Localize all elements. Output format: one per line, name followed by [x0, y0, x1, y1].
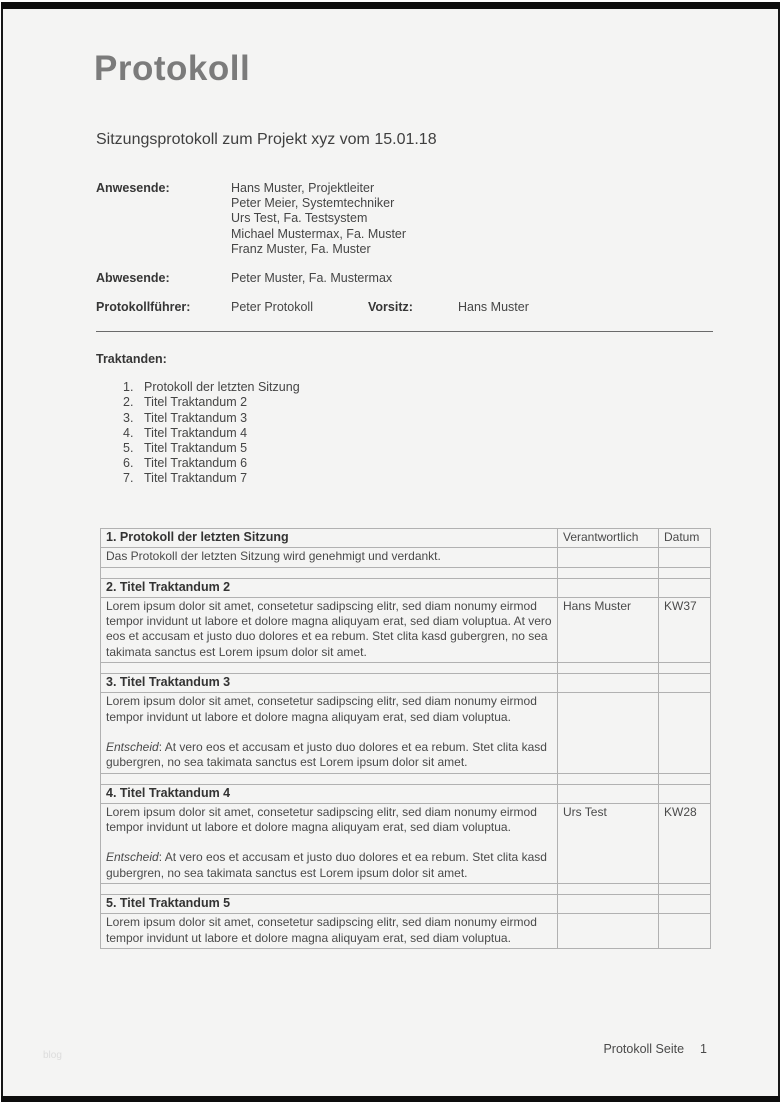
- traktanden-item: [96, 411, 713, 426]
- traktanden-item-number: 4.: [123, 425, 134, 440]
- abwesende-label: Abwesende:: [96, 271, 170, 286]
- spacer-cell: [101, 663, 558, 674]
- table-section-row: [101, 784, 711, 803]
- table-body-row: [101, 914, 711, 949]
- traktanden-item-number: 3.: [123, 410, 134, 425]
- traktanden-item-title: Titel Traktandum 6: [144, 456, 248, 471]
- section-title-cell: 3. Titel Traktandum 3: [101, 674, 558, 693]
- footer-label: Protokoll Seite: [603, 1042, 685, 1056]
- traktanden-item: [96, 380, 713, 395]
- content-paragraph: Entscheid: At vero eos et accusam et justo duo dolores et ea rebum. Stet clita kasd gubergren, no sea takimata sanctus est Lorem ipsum dolor sit amet.: [106, 739, 547, 770]
- spacer-cell: [558, 663, 659, 674]
- content-paragraph: Entscheid: At vero eos et accusam et justo duo dolores et ea rebum. Stet clita kasd gubergren, no sea takimata sanctus est Lorem ipsum dolor sit amet.: [106, 850, 547, 880]
- spacer-cell: [101, 884, 558, 895]
- attendee-line: Urs Test, Fa. Testsystem: [231, 211, 368, 226]
- date-column-header: Datum: [659, 529, 711, 548]
- responsible-cell: [558, 674, 659, 693]
- table-spacer-row: [101, 884, 711, 895]
- content-paragraph: Lorem ipsum dolor sit amet, consetetur sadipscing elitr, sed diam nonumy eirmod tempor invidunt ut labore et dolore magna aliquyam erat, sed diam voluptua.: [106, 694, 537, 724]
- content-paragraph: Lorem ipsum dolor sit amet, consetetur sadipscing elitr, sed diam nonumy eirmod tempor invidunt ut labore et dolore magna aliquyam erat, sed diam voluptua. At vero eos et accusam et justo duo dolores et ea rebum. Stet clita kasd gubergren, no sea takimata sanctus est Lorem ipsum dolor sit amet.: [106, 598, 552, 659]
- traktanden-item-number: 2.: [123, 395, 134, 410]
- date-cell: [659, 548, 711, 567]
- responsible-column-header: Verantwortlich: [558, 529, 659, 548]
- bottom-frame-bar: [1, 1096, 780, 1102]
- attendee-line: Franz Muster, Fa. Muster: [231, 241, 371, 256]
- top-frame-bar: [1, 2, 780, 9]
- spacer-cell: [659, 884, 711, 895]
- responsible-cell: [558, 784, 659, 803]
- abwesende-row: [96, 271, 713, 286]
- protokollfuehrer-row: [96, 300, 713, 315]
- anwesende-label: Anwesende:: [96, 181, 170, 195]
- spacer-cell: [101, 567, 558, 578]
- entscheid-label: Entscheid: [106, 739, 159, 754]
- traktanden-section: [96, 352, 713, 487]
- document-page: [1, 9, 780, 1096]
- section-title-cell: 5. Titel Traktandum 5: [101, 895, 558, 914]
- table-body-row: [101, 597, 711, 662]
- protocol-table: [100, 528, 711, 949]
- page-footer: [603, 1042, 707, 1056]
- spacer-cell: [101, 773, 558, 784]
- traktanden-list: [96, 380, 713, 486]
- date-cell: [659, 674, 711, 693]
- responsible-cell: [558, 548, 659, 567]
- table-section-row: [101, 674, 711, 693]
- abwesende-list: [231, 271, 392, 286]
- table-spacer-row: [101, 773, 711, 784]
- spacer-cell: [558, 567, 659, 578]
- document-subtitle: Sitzungsprotokoll zum Projekt xyz vom 15.01.18: [96, 131, 437, 148]
- anwesende-list: [231, 181, 406, 257]
- traktanden-item-number: 5.: [123, 441, 134, 456]
- vorsitz-label: Vorsitz:: [368, 300, 413, 315]
- date-cell: [659, 914, 711, 949]
- responsible-cell: [558, 693, 659, 773]
- table-spacer-row: [101, 567, 711, 578]
- table-body-row: [101, 803, 711, 883]
- responsible-cell: [558, 895, 659, 914]
- content-cell: [101, 693, 558, 773]
- responsible-cell: Urs Test: [558, 803, 659, 883]
- traktanden-item-number: 6.: [123, 456, 134, 471]
- traktanden-item: [96, 426, 713, 441]
- table-header-row: [101, 529, 711, 548]
- date-cell: [659, 578, 711, 597]
- section-title-cell: 4. Titel Traktandum 4: [101, 784, 558, 803]
- traktanden-item-title: Titel Traktandum 3: [144, 410, 248, 425]
- responsible-cell: Hans Muster: [558, 597, 659, 662]
- spacer-cell: [659, 567, 711, 578]
- responsible-cell: [558, 578, 659, 597]
- entscheid-label: Entscheid: [106, 850, 159, 865]
- spacer-cell: [659, 663, 711, 674]
- responsible-cell: [558, 914, 659, 949]
- page-title: Protokoll: [94, 49, 251, 88]
- absentee-line: Peter Muster, Fa. Mustermax: [231, 271, 393, 286]
- traktanden-item: [96, 471, 713, 486]
- watermark-text: blog: [43, 1050, 62, 1061]
- traktanden-item-number: 1.: [123, 380, 134, 395]
- anwesende-row: [96, 181, 713, 257]
- traktanden-item: [96, 441, 713, 456]
- content-cell: [101, 548, 558, 567]
- horizontal-divider: [96, 331, 713, 332]
- content-cell: [101, 803, 558, 883]
- traktanden-item: [96, 395, 713, 410]
- spacer-cell: [558, 773, 659, 784]
- section-title-cell: 1. Protokoll der letzten Sitzung: [101, 529, 558, 548]
- spacer-cell: [659, 773, 711, 784]
- date-cell: [659, 895, 711, 914]
- traktanden-item-title: Titel Traktandum 5: [144, 441, 248, 456]
- protokollfuehrer-label: Protokollführer:: [96, 300, 191, 315]
- date-cell: [659, 784, 711, 803]
- table-body-row: [101, 548, 711, 567]
- date-cell: KW28: [659, 803, 711, 883]
- attendee-line: Peter Meier, Systemtechniker: [231, 196, 395, 211]
- content-paragraph: Das Protokoll der letzten Sitzung wird genehmigt und verdankt.: [106, 549, 441, 564]
- date-cell: KW37: [659, 597, 711, 662]
- traktanden-item-title: Titel Traktandum 7: [144, 471, 248, 486]
- table-body-row: [101, 693, 711, 773]
- attendee-line: Hans Muster, Projektleiter: [231, 181, 375, 195]
- date-cell: [659, 693, 711, 773]
- page-number: 1: [700, 1042, 707, 1056]
- table-spacer-row: [101, 663, 711, 674]
- traktanden-item-title: Protokoll der letzten Sitzung: [144, 380, 300, 395]
- protokollfuehrer-value: Peter Protokoll: [231, 300, 313, 315]
- attendee-line: Michael Mustermax, Fa. Muster: [231, 226, 407, 241]
- section-title-cell: 2. Titel Traktandum 2: [101, 578, 558, 597]
- vorsitz-value: Hans Muster: [458, 300, 529, 315]
- traktanden-item: [96, 456, 713, 471]
- traktanden-label: Traktanden:: [96, 352, 167, 366]
- spacer-cell: [558, 884, 659, 895]
- traktanden-item-title: Titel Traktandum 2: [144, 395, 248, 410]
- content-paragraph: Lorem ipsum dolor sit amet, consetetur sadipscing elitr, sed diam nonumy eirmod tempor invidunt ut labore et dolore magna aliquyam erat, sed diam voluptua.: [106, 804, 537, 835]
- traktanden-item-title: Titel Traktandum 4: [144, 425, 248, 440]
- table-section-row: [101, 578, 711, 597]
- content-cell: [101, 597, 558, 662]
- table-section-row: [101, 895, 711, 914]
- content-cell: [101, 914, 558, 949]
- meeting-meta: [96, 181, 713, 315]
- content-paragraph: Lorem ipsum dolor sit amet, consetetur sadipscing elitr, sed diam nonumy eirmod tempor invidunt ut labore et dolore magna aliquyam erat, sed diam voluptua.: [106, 915, 537, 945]
- traktanden-item-number: 7.: [123, 471, 134, 486]
